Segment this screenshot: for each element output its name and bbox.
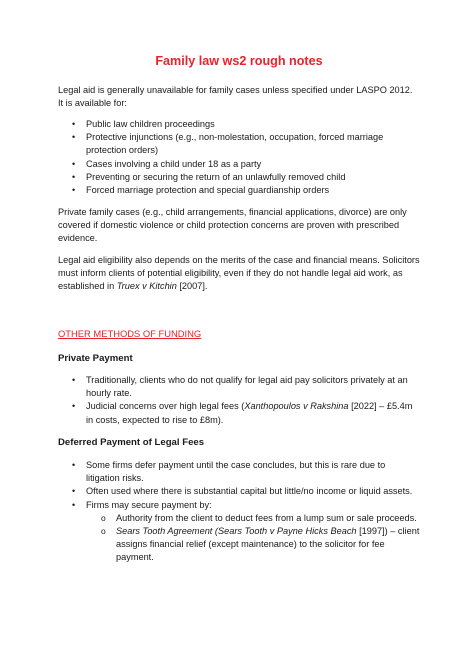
legal-aid-available-list: [58, 118, 420, 197]
bullet-icon: •: [72, 375, 76, 385]
list-item-text: Often used where there is substantial capital but little/no income or liquid assets.: [86, 486, 413, 497]
private-cases-paragraph: Private family cases (e.g., child arrangements, financial applications, divorce) are only covered if domestic violence or child protection concerns are proven with prescribed evidence.: [58, 207, 407, 244]
sub-bullet-icon: o: [101, 512, 106, 523]
list-item: [58, 485, 420, 498]
case-citation: Truex v Kitchin: [116, 281, 177, 292]
deferred-payment-list: [58, 459, 420, 565]
eligibility-text-end: [2007].: [176, 281, 208, 292]
subheading-private-payment: Private Payment: [58, 353, 133, 364]
list-item-text: Cases involving a child under 18 as a party: [86, 158, 262, 169]
list-item-text: Preventing or securing the return of an unlawfully removed child: [86, 171, 346, 182]
bullet-icon: •: [72, 499, 76, 510]
list-item-text: Protective injunctions (e.g., non-molestation, occupation, forced marriage protection orders): [86, 132, 384, 156]
bullet-icon: •: [72, 185, 76, 196]
list-item-text: Judicial concerns over high legal fees (: [86, 401, 245, 412]
eligibility-text: Legal aid eligibility also depends on the merits of the case and financial means. Solicitors must inform clients of potential eligibility, even if they do not handle legal aid work, as established in: [58, 255, 420, 292]
bullet-icon: •: [72, 460, 76, 470]
sub-list-item-text: Authority from the client to deduct fees from a lump sum or sale proceeds.: [116, 512, 417, 523]
case-citation: Sears Tooth Agreement (Sears Tooth v Payne Hicks Beach: [116, 526, 357, 537]
sub-bullet-icon: o: [101, 526, 106, 537]
eligibility-paragraph: [58, 254, 420, 294]
list-item-text: Forced marriage protection and special guardianship orders: [86, 185, 330, 196]
list-item: [58, 499, 420, 512]
bullet-icon: •: [72, 132, 76, 143]
case-citation: Xanthopoulos v Rakshina: [244, 401, 349, 412]
list-item-text: Firms may secure payment by:: [86, 499, 212, 510]
list-item: [58, 131, 420, 157]
subheading-deferred-payment: Deferred Payment of Legal Fees: [58, 437, 205, 448]
private-payment-list: [58, 374, 420, 427]
sub-list-item: [58, 512, 420, 525]
list-item: [58, 374, 420, 400]
list-item: [58, 184, 420, 197]
list-item-text-end: [2022] – £5.4m in costs, expected to rise to £8m).: [86, 401, 413, 425]
list-item-text: Public law children proceedings: [86, 119, 215, 129]
section-heading-other-methods: OTHER METHODS OF FUNDING: [58, 328, 202, 339]
list-item: [58, 400, 420, 426]
sub-list-item: [58, 525, 420, 565]
list-item: [58, 158, 420, 171]
bullet-icon: •: [72, 486, 76, 497]
list-item-text: Some firms defer payment until the case concludes, but this is rare due to litigation risks.: [86, 460, 386, 484]
list-item-text: Traditionally, clients who do not qualify for legal aid pay solicitors privately at an hourly rate.: [86, 375, 408, 399]
list-item: [58, 118, 420, 131]
bullet-icon: •: [72, 158, 76, 169]
bullet-icon: •: [72, 171, 76, 182]
list-item: [58, 171, 420, 184]
bullet-icon: •: [72, 401, 76, 412]
intro-paragraph: Legal aid is generally unavailable for family cases unless specified under LASPO 2012. It is available for:: [58, 85, 413, 109]
document-title: Family law ws2 rough notes: [155, 54, 323, 68]
bullet-icon: •: [72, 119, 76, 129]
sub-list-item-text-end: [1997]) – client assigns financial relief (except maintenance) to the solicitor for fee payment.: [116, 526, 420, 563]
list-item: [58, 459, 420, 485]
